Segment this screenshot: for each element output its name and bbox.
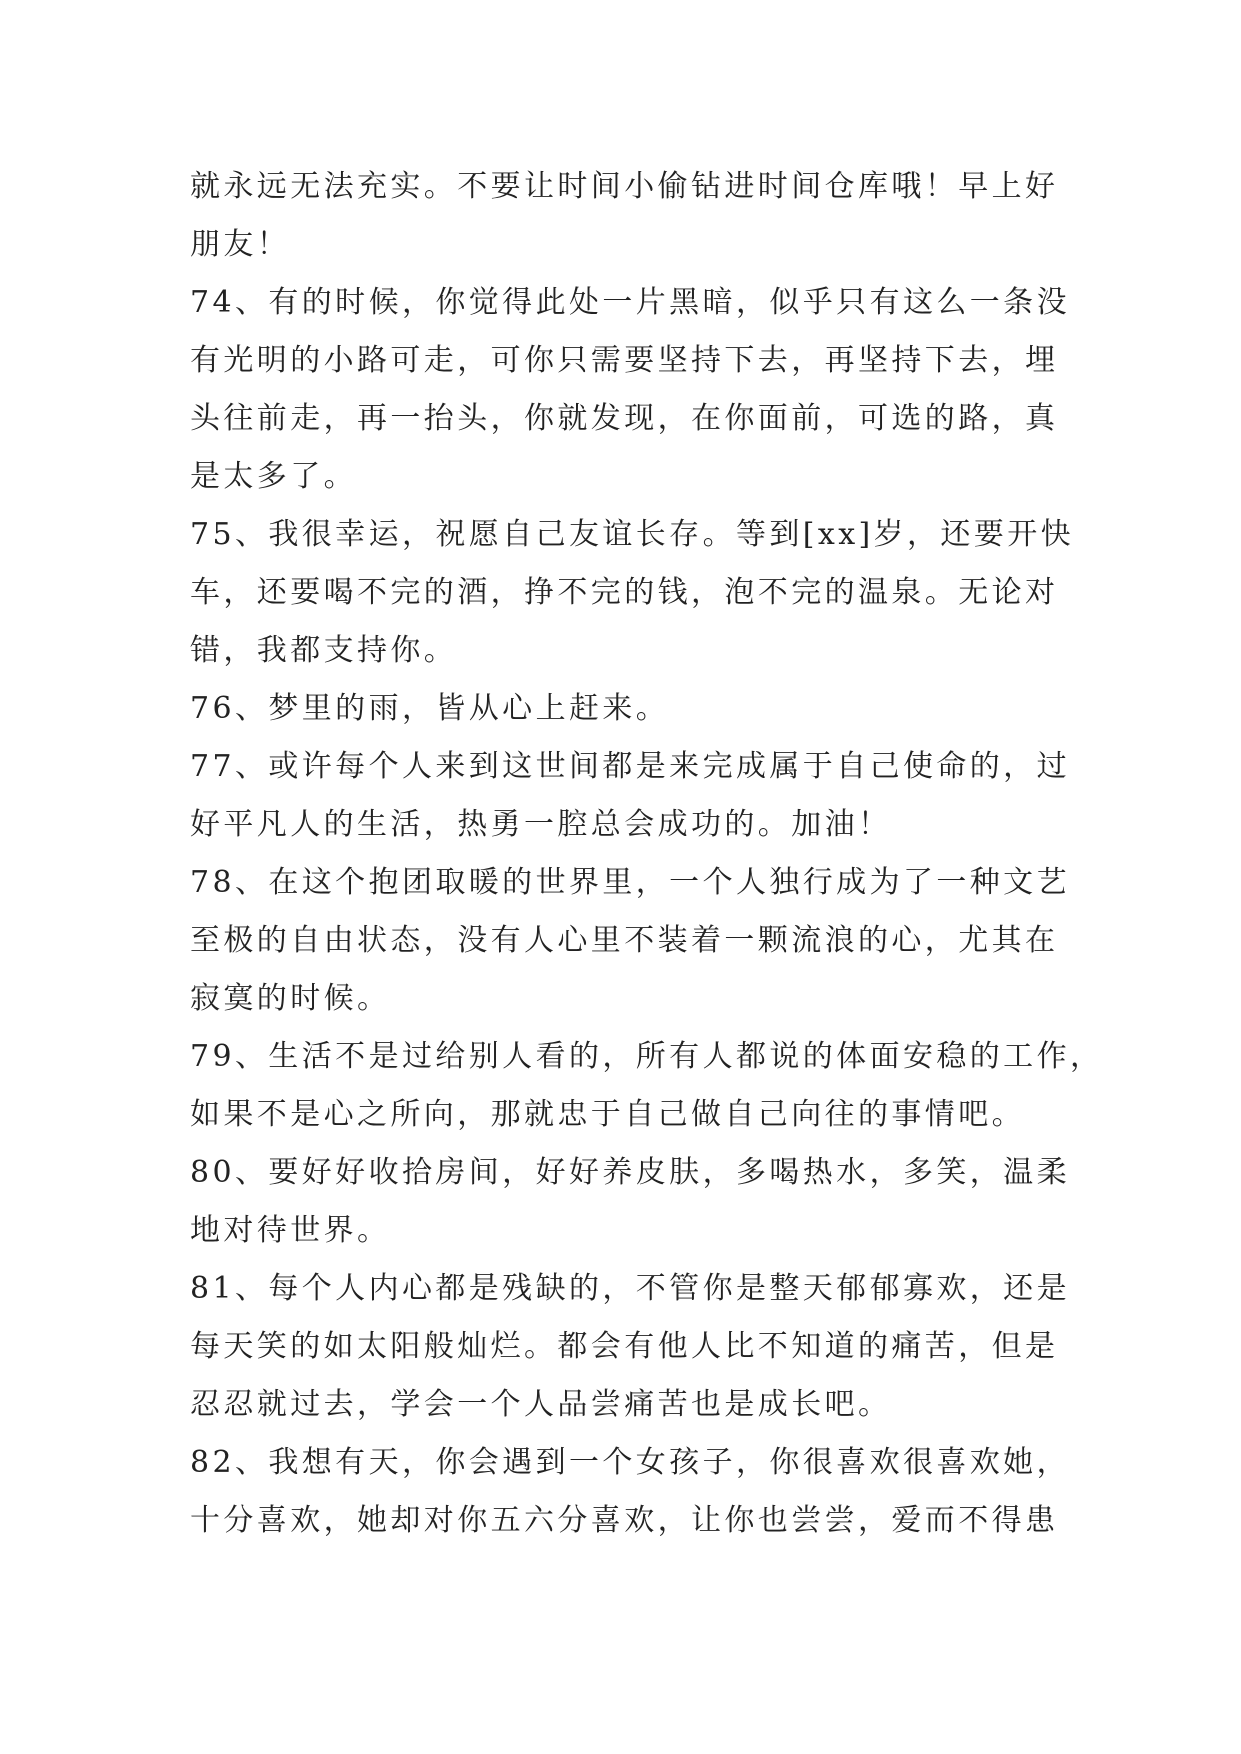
text-line: 至极的自由状态，没有人心里不装着一颗流浪的心，尤其在	[190, 923, 1059, 958]
paragraph-82	[190, 1434, 1070, 1550]
text-line: 78、在这个抱团取暖的世界里，一个人独行成为了一种文艺	[190, 865, 1070, 900]
text-line: 车，还要喝不完的酒，挣不完的钱，泡不完的温泉。无论对	[190, 575, 1059, 610]
text-line: 是太多了。	[190, 459, 357, 494]
paragraph-78	[190, 854, 1070, 1028]
text-line: 头往前走，再一抬头，你就发现，在你面前，可选的路，真	[190, 401, 1059, 436]
text-line: 77、或许每个人来到这世间都是来完成属于自己使命的，过	[190, 749, 1070, 784]
paragraph-81	[190, 1260, 1070, 1434]
text-line: 82、我想有天，你会遇到一个女孩子，你很喜欢很喜欢她，	[190, 1445, 1070, 1480]
text-line: 74、有的时候，你觉得此处一片黑暗，似乎只有这么一条没	[190, 285, 1070, 320]
document-body	[190, 158, 1104, 1550]
text-line: 有光明的小路可走，可你只需要坚持下去，再坚持下去，埋	[190, 343, 1059, 378]
text-line: 寂寞的时候。	[190, 981, 391, 1016]
paragraph-77	[190, 738, 1070, 854]
text-line: 就永远无法充实。不要让时间小偷钻进时间仓库哦！早上好	[190, 169, 1059, 204]
paragraph-80	[190, 1144, 1070, 1260]
text-line: 朋友！	[190, 227, 291, 262]
paragraph-74	[190, 274, 1070, 506]
text-line: 76、梦里的雨，皆从心上赶来。	[190, 691, 670, 726]
text-line: 81、每个人内心都是残缺的，不管你是整天郁郁寡欢，还是	[190, 1271, 1070, 1306]
text-line: 每天笑的如太阳般灿烂。都会有他人比不知道的痛苦，但是	[190, 1329, 1059, 1364]
text-line: 错，我都支持你。	[190, 633, 458, 668]
text-line: 75、我很幸运，祝愿自己友谊长存。等到[xx]岁，还要开快	[190, 517, 1075, 552]
text-line: 80、要好好收拾房间，好好养皮肤，多喝热水，多笑，温柔	[190, 1155, 1070, 1190]
paragraph-79	[190, 1028, 1104, 1144]
text-line: 十分喜欢，她却对你五六分喜欢，让你也尝尝，爱而不得患	[190, 1503, 1059, 1538]
text-line: 如果不是心之所向，那就忠于自己做自己向往的事情吧。	[190, 1097, 1025, 1132]
text-line: 忍忍就过去，学会一个人品尝痛苦也是成长吧。	[190, 1387, 892, 1422]
text-line: 79、生活不是过给别人看的，所有人都说的体面安稳的工作，	[190, 1039, 1104, 1074]
paragraph-76	[190, 680, 1070, 738]
text-line: 好平凡人的生活，热勇一腔总会成功的。加油！	[190, 807, 892, 842]
paragraph-continued	[190, 158, 1070, 274]
paragraph-75	[190, 506, 1075, 680]
text-line: 地对待世界。	[190, 1213, 391, 1248]
